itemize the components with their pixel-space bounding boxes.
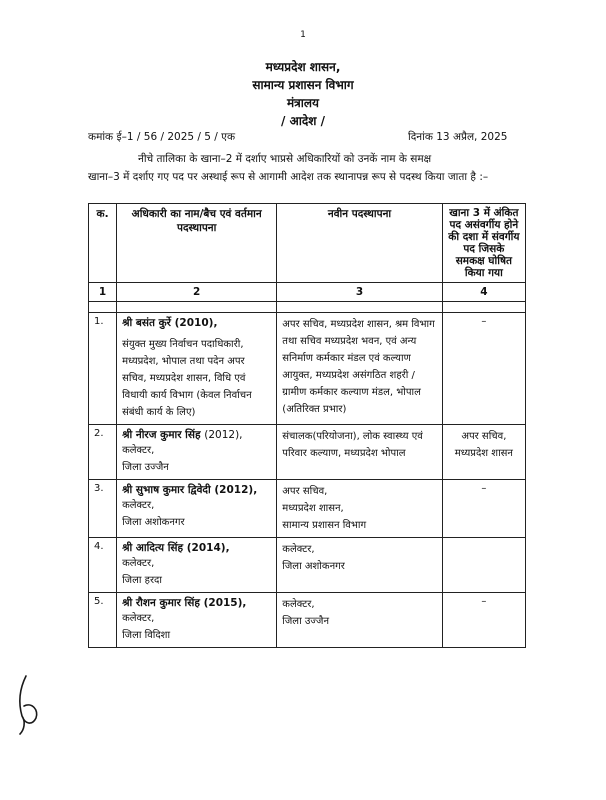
serial-number: 2. <box>89 425 117 480</box>
current-posting: कलेक्टर, जिला विदिशा <box>122 613 171 641</box>
equivalent-post-cell <box>442 425 525 480</box>
serial-number: 1. <box>89 313 117 425</box>
intro-paragraph <box>88 150 548 186</box>
table-row <box>89 313 526 425</box>
new-posting: कलेक्टर, जिला अशोकनगर <box>282 544 345 572</box>
equivalent-post: – <box>442 480 525 538</box>
new-posting-cell <box>277 480 442 538</box>
current-posting: कलेक्टर, जिला हरदा <box>122 558 162 586</box>
new-posting-cell <box>277 593 442 648</box>
column-number: 2 <box>117 283 277 302</box>
new-posting-cell <box>277 313 442 425</box>
header-serial: क. <box>89 204 117 283</box>
new-posting: संचालक(परियोजना), लोक स्वास्थ्य एवं परिवार कल्याण, मध्यप्रदेश भोपाल <box>282 431 423 459</box>
column-number: 1 <box>89 283 117 302</box>
serial-number: 3. <box>89 480 117 538</box>
officer-cell <box>117 593 277 648</box>
spacer-row <box>89 302 526 313</box>
posting-table <box>88 203 526 648</box>
current-posting: कलेक्टर, जिला अशोकनगर <box>122 500 185 528</box>
current-posting: संयुक्त मुख्य निर्वाचन पदाधिकारी, मध्यप्रदेश, भोपाल तथा पदेन अपर सचिव, मध्यप्रदेश शासन, विधि एवं विधायी कार्य विभाग (केवल निर्वाचन संबंधी कार्य के लिए) <box>122 339 252 418</box>
header-new-posting: नवीन पदस्थापना <box>277 204 442 283</box>
officer-name: श्री सुभाष कुमार द्विवेदी (2012), <box>122 484 258 496</box>
column-number-row <box>89 283 526 302</box>
equivalent-post: – <box>442 313 525 425</box>
officer-cell <box>117 480 277 538</box>
table-header-row <box>89 204 526 283</box>
officer-batch: (2012), <box>204 429 243 441</box>
column-number: 3 <box>277 283 442 302</box>
intro-line-rest: खाना–3 में दर्शाए गए पद पर अस्थाई रूप से आगामी आदेश तक स्थानापन्न रूप से पदस्थ किया जाता है :– <box>88 171 489 183</box>
officer-name: श्री बसंत कुर्रे (2010), <box>122 317 218 329</box>
new-posting-cell <box>277 425 442 480</box>
column-number: 4 <box>442 283 525 302</box>
header-order-title: / आदेश / <box>281 114 325 128</box>
intro-line-first: नीचे तालिका के खाना–2 में दर्शाए भाप्रसे अधिकारियों को उनकें नाम के समक्ष <box>138 153 432 165</box>
table-row <box>89 480 526 538</box>
header-equivalent-post: खाना 3 में अंकित पद असंवर्गीय होने की दशा में संवर्गीय पद जिसके समकक्ष घोषित किया गया <box>442 204 525 283</box>
header-department: सामान्य प्रशासन विभाग <box>252 78 354 92</box>
equivalent-post: – <box>442 593 525 648</box>
new-posting: अपर सचिव, मध्यप्रदेश शासन, सामान्य प्रशासन विभाग <box>282 486 367 531</box>
new-posting-cell <box>277 538 442 593</box>
officer-name: श्री नीरज कुमार सिंह <box>122 429 201 441</box>
equivalent-post <box>442 538 525 593</box>
table-row <box>89 538 526 593</box>
order-date: दिनांक 13 अप्रैल, 2025 <box>408 131 508 143</box>
serial-number: 5. <box>89 593 117 648</box>
new-posting: अपर सचिव, मध्यप्रदेश शासन, श्रम विभाग तथा सचिव मध्यप्रदेश भवन, एवं अन्य सनिर्माण कर्मकार मंडल एवं कल्याण आयुक्त, मध्यप्रदेश असंगठित शहरी / ग्रामीण कर्मकार कल्याण मंडल, भोपाल (अतिरिक्त प्रभार) <box>282 319 435 415</box>
officer-cell <box>117 538 277 593</box>
table-row <box>89 593 526 648</box>
officer-cell <box>117 313 277 425</box>
header-government: मध्यप्रदेश शासन, <box>265 60 341 74</box>
page-number: 1 <box>300 30 306 40</box>
current-posting: कलेक्टर, जिला उज्जैन <box>122 445 169 473</box>
officer-name: श्री आदित्य सिंह (2014), <box>122 542 230 554</box>
equivalent-post: अपर सचिव, मध्यप्रदेश शासन <box>454 431 513 459</box>
table-row <box>89 425 526 480</box>
header-ministry: मंत्रालय <box>286 96 319 110</box>
officer-cell <box>117 425 277 480</box>
order-reference: कमांक ई–1 / 56 / 2025 / 5 / एक <box>88 131 236 143</box>
officer-name: श्री रौशन कुमार सिंह (2015), <box>122 597 247 609</box>
serial-number: 4. <box>89 538 117 593</box>
header-officer: अधिकारी का नाम/बैच एवं वर्तमान पदस्थापना <box>117 204 277 283</box>
handwritten-initial-signature <box>12 672 42 736</box>
officer-name-line <box>122 428 271 442</box>
new-posting: कलेक्टर, जिला उज्जैन <box>282 599 330 627</box>
